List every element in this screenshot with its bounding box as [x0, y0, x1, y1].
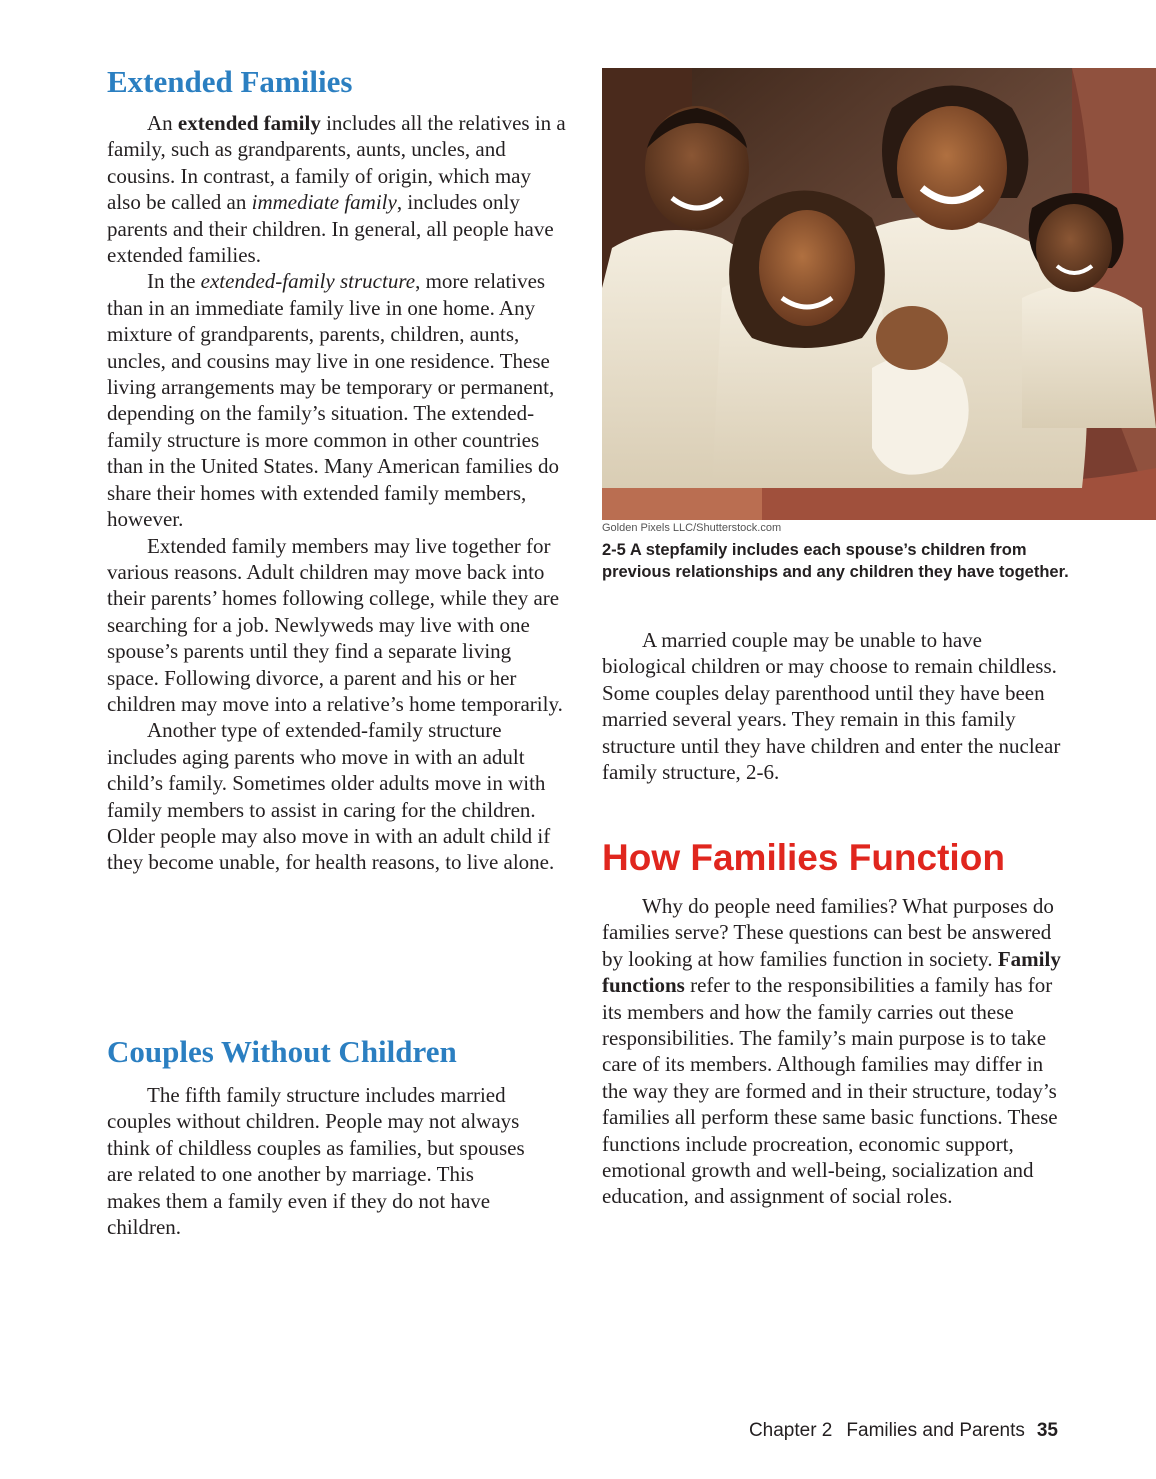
photo-credit: Golden Pixels LLC/Shutterstock.com [602, 522, 782, 534]
couples-text [107, 1082, 527, 1240]
paragraph-couples-1: The fifth family structure includes married couples without children. People may not always think of childless couples as families, but spouses are related to one another by marriage. This makes them a family even if they do not have children. [107, 1083, 525, 1240]
family-photo-illustration [602, 68, 1156, 520]
heading-how-families-function: How Families Function [602, 837, 1005, 878]
heading-extended-families: Extended Families [107, 64, 353, 99]
paragraph-extended-2: In the extended-family structure, more relatives than in an immediate family live in one home. Any mixture of grandparents, parents, children, aunts, uncles, and cousins may live in one residence. These living arrangements may be temporary or permanent, depending on the family’s situation. The extended-family structure is more common in other countries than in the United States. Many American families do share their homes with extended family members, however. [107, 269, 559, 532]
figure-caption: 2-5 A stepfamily includes each spouse’s children from previous relationships and any children they have together. [602, 541, 1069, 581]
functions-text [602, 893, 1064, 1210]
paragraph-extended-4: Another type of extended-family structure includes aging parents who move in with an adult child’s family. Sometimes older adults move in with family members to assist in caring for the children. Older people may also move in with an adult child if they become unable, for health reasons, to live alone. [107, 718, 555, 875]
extended-families-text [107, 110, 567, 876]
couple-text [602, 627, 1064, 785]
paragraph-extended-3: Extended family members may live together for various reasons. Adult children may move back into their parents’ homes following college, while they are searching for a job. Newlyweds may live with one spouse’s parents until they find a separate living space. Following divorce, a parent and his or her children may move into a relative’s home temporarily. [107, 533, 563, 716]
paragraph-functions-1: Why do people need families? What purposes do families serve? These questions can best be answered by looking at how families function in society. Family functions refer to the responsibilities a family has for its members and how the family carries out these responsibilities. The family’s main purpose is to take care of its members. Although families may differ in the way they are formed and in their structure, today’s families all perform these same basic functions. These functions include procreation, economic support, emotional growth and well-being, socialization and education, and assignment of social roles. [602, 894, 1061, 1209]
heading-couples-without-children: Couples Without Children [107, 1034, 457, 1069]
paragraph-extended-1: An extended family includes all the relatives in a family, such as grandparents, aunts, uncles, and cousins. In contrast, a family of origin, which may also be called an immediate family, includes only parents and their children. In general, all people have extended families. [107, 111, 566, 268]
paragraph-married-couple: A married couple may be unable to have biological children or may choose to remain childless. Some couples delay parenthood until they have been married several years. They remain in this family structure until they have children and enter the nuclear family structure, 2-6. [602, 628, 1061, 785]
page-number: 35 [1036, 1420, 1058, 1441]
footer-title: Families and Parents [846, 1420, 1025, 1441]
footer-chapter: Chapter 2 [748, 1420, 833, 1441]
page-footer [749, 1420, 1058, 1442]
family-photo [602, 68, 1156, 520]
